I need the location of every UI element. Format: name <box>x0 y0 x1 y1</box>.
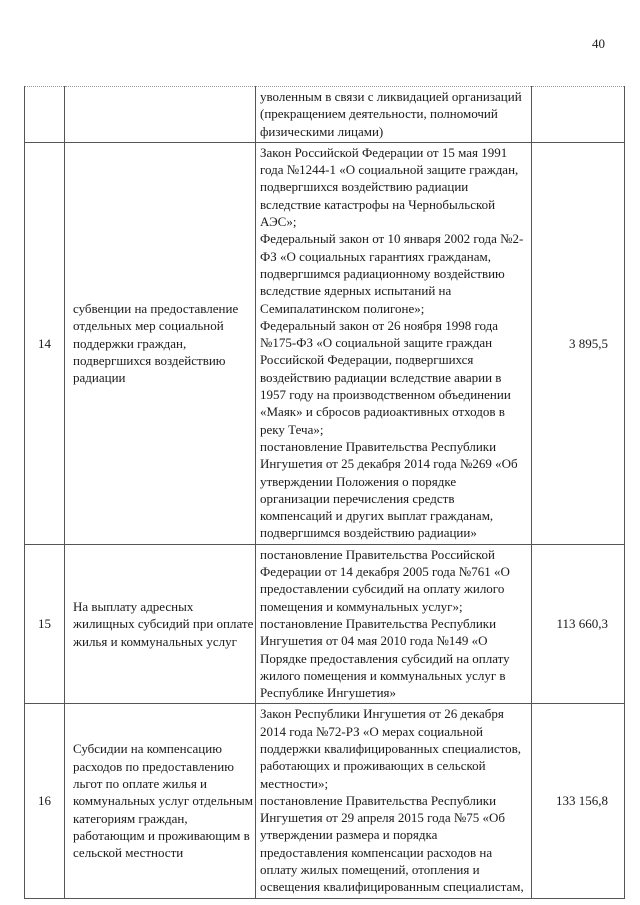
legal-basis-line: Ингушетия от 04 мая 2010 года №149 «О <box>260 633 488 649</box>
legal-basis-line: утверждении размера и порядка <box>260 827 438 843</box>
description-line: поддержки граждан, <box>73 335 187 351</box>
legal-basis-line: местности»; <box>260 775 329 791</box>
legal-basis-line: №175-ФЗ «О социальной защите граждан <box>260 335 493 351</box>
legal-basis-line: подвергшимся воздействию радиации» <box>260 525 477 541</box>
legal-basis-line: Федеральный закон от 26 ноября 1998 года <box>260 317 499 333</box>
legal-basis-line: 2014 года №72-РЗ «О мерах социальной <box>260 723 483 739</box>
amount-cell: 3 895,5 <box>532 142 625 544</box>
legal-basis-line: подвергшихся воздействию радиации <box>260 179 469 195</box>
legal-basis-line: уволенным в связи с ликвидацией организаций <box>260 89 522 104</box>
row-number-cell <box>25 87 65 143</box>
legal-basis-line: компенсаций и других выплат гражданам, <box>260 508 494 524</box>
page-number: 40 <box>592 36 605 51</box>
description-cell <box>65 704 256 898</box>
legal-basis-line: подвергшимся радиационному воздействию <box>260 265 505 281</box>
description-cell <box>65 87 256 143</box>
legal-basis-line: «Маяк» и сбросов радиоактивных отходов в <box>260 404 505 420</box>
legal-basis-line: постановление Правительства Республики <box>260 615 497 631</box>
legal-basis-line: Порядке предоставления субсидий на оплату <box>260 650 510 666</box>
table-row <box>25 704 625 898</box>
legal-basis-line: ФЗ «О социальных гарантиях гражданам, <box>260 248 491 264</box>
description-line: Субсидии на компенсацию <box>73 741 222 757</box>
legal-basis-line: Семипалатинском полигоне»; <box>260 300 425 316</box>
legal-basis-line: Федеральный закон от 10 января 2002 года №2- <box>260 231 524 247</box>
description-cell <box>65 544 256 704</box>
legal-basis-line: Российской Федерации, подвергшихся <box>260 352 474 368</box>
legal-basis-line: постановление Правительства Республики <box>260 792 497 808</box>
legal-basis-line: АЭС»; <box>260 214 297 230</box>
description-line: расходов по предоставлению <box>73 758 234 774</box>
row-number-cell: 14 <box>25 142 65 544</box>
legal-basis-line: предоставления компенсации расходов на <box>260 844 493 860</box>
legal-basis-line: предоставлении субсидий на оплату жилого <box>260 581 505 597</box>
row-number-cell: 16 <box>25 704 65 898</box>
legal-basis-line: Закон Российской Федерации от 15 мая 1991 <box>260 144 508 160</box>
funding-table <box>24 86 625 899</box>
legal-basis-line: Закон Республики Ингушетия от 26 декабря <box>260 706 504 722</box>
legal-basis-cell <box>256 87 532 143</box>
legal-basis-cell <box>256 704 532 898</box>
description-line: жилищных субсидий при оплате <box>73 616 254 632</box>
description-line: подвергшихся воздействию <box>73 352 226 368</box>
legal-basis-line: постановление Правительства Российской <box>260 546 495 562</box>
legal-basis-line: жилого помещения и коммунальных услуг в <box>260 667 506 683</box>
row-number-cell: 15 <box>25 544 65 704</box>
description-line: субвенции на предоставление <box>73 301 239 317</box>
legal-basis-line: работающих и проживающих в сельской <box>260 758 486 774</box>
legal-basis-cell <box>256 142 532 544</box>
description-line: На выплату адресных <box>73 599 194 615</box>
description-cell <box>65 142 256 544</box>
description-line: льгот по оплате жилья и <box>73 776 208 792</box>
legal-basis-line: вследствие катастрофы на Чернобыльской <box>260 196 496 212</box>
legal-basis-line: года №1244-1 «О социальной защите граждан, <box>260 162 519 178</box>
legal-basis-line: Ингушетия от 25 декабря 2014 года №269 «Об <box>260 456 518 472</box>
legal-basis-line: вследствие ядерных испытаний на <box>260 283 452 299</box>
legal-basis-line: освещения квалифицированным специалистам, <box>260 879 524 895</box>
amount-cell: 113 660,3 <box>532 544 625 704</box>
description-line: категориям граждан, <box>73 810 188 826</box>
legal-basis-cell <box>256 544 532 704</box>
table-row <box>25 142 625 544</box>
legal-basis-line: физическими лицами) <box>260 123 384 139</box>
legal-basis-line: (прекращением деятельности, полномочий <box>260 106 498 122</box>
description-line: отдельных мер социальной <box>73 318 224 334</box>
amount-cell: 133 156,8 <box>532 704 625 898</box>
legal-basis-line: реку Теча»; <box>260 421 324 437</box>
description-line: сельской местности <box>73 845 184 861</box>
legal-basis-line: оплату жилых помещений, отопления и <box>260 862 480 878</box>
legal-basis-line: постановление Правительства Республики <box>260 438 497 454</box>
description-line: жилья и коммунальных услуг <box>73 633 237 649</box>
legal-basis-line: помещения и коммунальных услуг»; <box>260 598 463 614</box>
legal-basis-line: утверждении Положения о порядке <box>260 473 457 489</box>
legal-basis-line: поддержки квалифицированных специалистов, <box>260 740 522 756</box>
description-line: радиации <box>73 370 126 386</box>
legal-basis-line: 1957 году на производственном объединении <box>260 387 511 403</box>
description-line: работающим и проживающим в <box>73 827 250 843</box>
legal-basis-line: Федерации от 14 декабря 2005 года №761 «О <box>260 564 510 580</box>
table-row <box>25 87 625 143</box>
legal-basis-line: Республике Ингушетия» <box>260 685 397 701</box>
legal-basis-line: воздействию радиации вследствие аварии в <box>260 369 502 385</box>
legal-basis-line: Ингушетия от 29 апреля 2015 года №75 «Об <box>260 810 506 826</box>
amount-cell <box>532 87 625 143</box>
legal-basis-line: организации перечисления средств <box>260 490 455 506</box>
description-line: коммунальных услуг отдельным <box>73 793 253 809</box>
table-row <box>25 544 625 704</box>
